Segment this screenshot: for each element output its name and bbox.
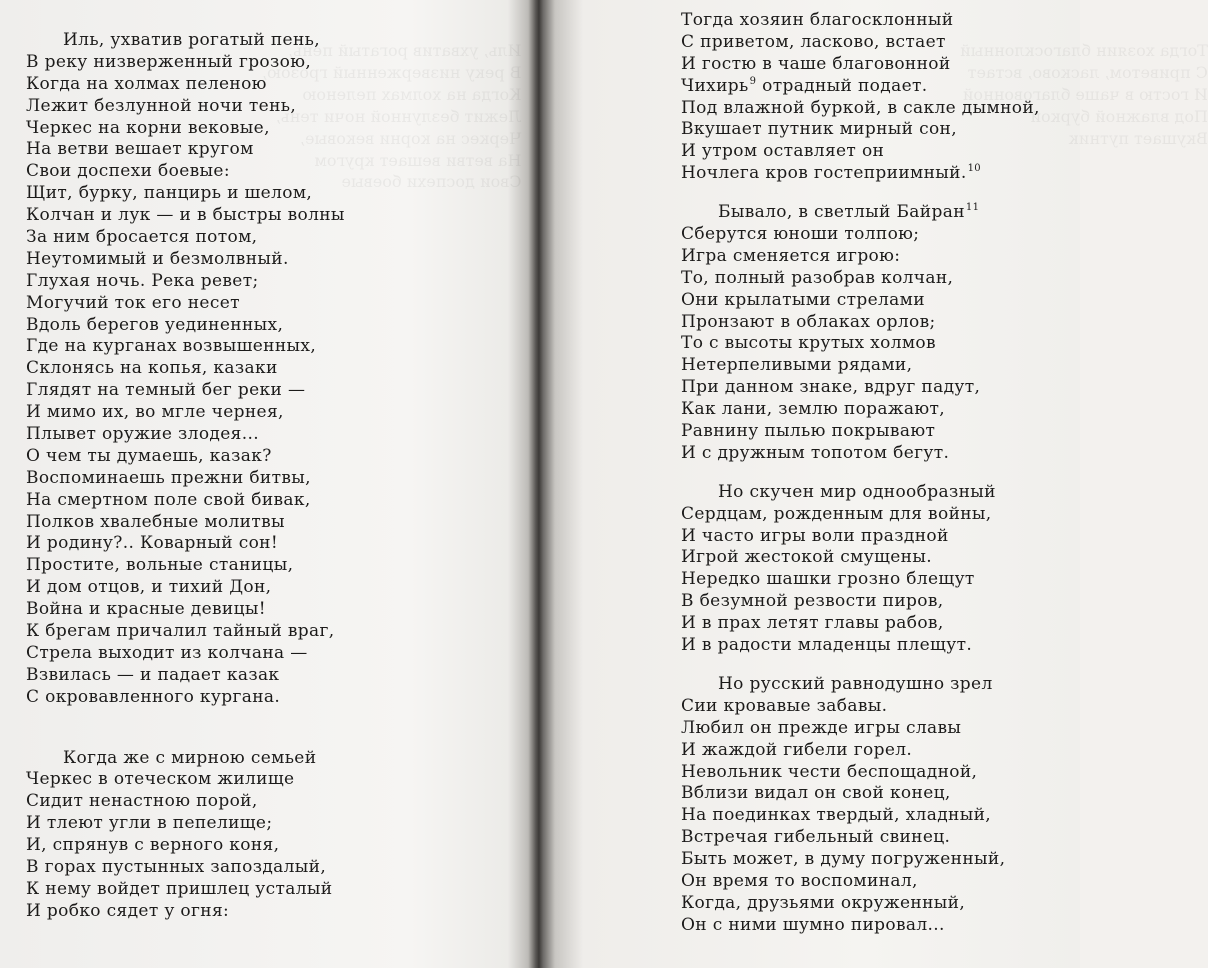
verse-line: И утром оставляет он [681,141,885,162]
verse-line: Склонясь на копья, казаки [26,358,278,379]
right-stanza-2 [681,202,1040,465]
verse-line: Под влажной буркой, в сакле дымной, [681,97,1040,118]
verse-line: И часто игры воли праздной [681,525,949,546]
verse-line: Любил он прежде игры славы [681,717,962,738]
verse-line: За ним бросается потом, [26,227,258,248]
verse-line: Война и красные девицы! [26,599,266,620]
verse-line: Игрой жестокой смущены. [681,547,932,568]
verse-line: Иль, ухватив рогатый пень, [63,30,321,50]
verse-line: Где на курганах возвышенных, [26,336,317,357]
verse-line: Но русский равнодушно зрел [718,673,993,694]
left-page [26,30,345,923]
verse-line: На смертном поле свой бивак, [26,489,311,510]
verse-line: Сидит ненастною порой, [26,791,258,812]
verse-line: И тлеют угли в пепелище; [26,813,273,834]
verse-line: Стрела выходит из колчана — [26,642,308,663]
verse-line-with-note [681,76,1040,98]
verse-line: Когда, друзьями окруженный, [681,892,966,913]
verse-line: Как лани, землю поражают, [681,399,945,420]
verse-text: Бывало, в светлый Байран [718,202,965,223]
verse-line-with-note [681,202,1040,224]
verse-line: Игра сменяется игрою: [681,245,901,266]
verse-line: И родину?.. Коварный сон! [26,533,279,554]
verse-line: Плывет оружие злодея... [26,424,259,445]
stanza-break [681,657,1040,674]
verse-line: Нередко шашки грозно блещут [681,569,975,590]
verse-line: Черкес на корни вековые, [26,117,270,138]
left-stanza-1 [26,30,345,709]
verse-line: Вдоль берегов уединенных, [26,314,284,335]
verse-line: Глядят на темный бег реки — [26,380,306,401]
verse-line: Он с ними шумно пировал... [681,914,945,935]
verse-line: С окровавленного кургана. [26,686,281,707]
show-through-left: Иль, ухватив рогатый пень, В реку низверженный грозою, Когда на холмах пеленою Лежит безлунной ночи тень, Черкес на корни вековые, На ветви вешает кругом Свои доспехи боевые [262,41,522,192]
verse-line: Когда же с мирною семьей [63,747,317,768]
verse-line: В безумной резвости пиров, [681,591,944,612]
right-page [681,10,1040,937]
show-through-right: Тогда хозяин благосклонный С приветом, ласково, встает И гостю в чаше благовонной Под влажной буркой Вкушает путник [960,41,1208,148]
verse-line: Вкушает путник мирный сон, [681,119,957,140]
verse-line-with-note [681,163,1040,185]
verse-line: Простите, вольные станицы, [26,555,294,576]
verse-line: К брегам причалил тайный враг, [26,621,335,642]
verse-line: Колчан и лук — и в быстры волны [26,205,345,226]
verse-line: То с высоты крутых холмов [681,333,936,354]
verse-line: И мимо их, во мгле чернея, [26,402,284,423]
right-stanza-1 [681,10,1040,185]
verse-line: Нетерпеливыми рядами, [681,355,913,376]
verse-line: И с дружным топотом бегут. [681,442,950,463]
verse-text: Ночлега кров гостеприимный. [681,163,967,184]
footnote-marker[interactable]: 10 [967,163,982,175]
stanza-break [681,465,1040,482]
verse-line: Но скучен мир однообразный [718,481,996,502]
verse-line: Сии кровавые забавы. [681,695,888,716]
verse-line: То, полный разобрав колчан, [681,267,954,288]
verse-text: отрадный подает. [762,75,928,96]
right-stanza-3 [681,482,1040,657]
verse-line: Сердцам, рожденным для войны, [681,503,992,524]
verse-line: К нему войдет пришлец усталый [26,878,333,899]
verse-line: Они крылатыми стрелами [681,289,925,310]
left-stanza-2 [26,748,345,923]
footnote-marker[interactable]: 11 [965,202,980,214]
verse-line: В реку низверженный грозою, [26,51,312,72]
verse-line: О чем ты думаешь, казак? [26,445,272,466]
verse-line: Сберутся юноши толпою; [681,224,920,245]
verse-line: Взвилась — и падает казак [26,664,280,685]
verse-line: На поединках твердый, хладный, [681,805,992,826]
verse-line: Встречая гибельный свинец. [681,827,951,848]
verse-line: Неутомимый и безмолвный. [26,248,289,269]
right-stanza-4 [681,674,1040,937]
verse-line: Глухая ночь. Река ревет; [26,270,259,291]
verse-line: Щит, бурку, панцирь и шелом, [26,183,313,204]
verse-line: Могучий ток его несет [26,292,240,313]
verse-line: При данном знаке, вдруг падут, [681,377,981,398]
stanza-break [26,731,345,748]
verse-line: И в прах летят главы рабов, [681,613,944,634]
verse-line: На ветви вешает кругом [26,139,254,160]
verse-line: Тогда хозяин благосклонный [681,10,954,30]
verse-line: Вблизи видал он свой конец, [681,783,951,804]
verse-line: И гостю в чаше благовонной [681,53,951,74]
verse-line: Лежит безлунной ночи тень, [26,95,297,116]
verse-line: Черкес в отеческом жилище [26,769,295,790]
stanza-break [26,709,345,731]
verse-line: И жаждой гибели горел. [681,739,913,760]
verse-line: В горах пустынных запоздалый, [26,856,327,877]
verse-line: Быть может, в думу погруженный, [681,849,1006,870]
verse-line: С приветом, ласково, встает [681,31,946,52]
verse-line: И, спрянув с верного коня, [26,835,280,856]
verse-line: И дом отцов, и тихий Дон, [26,577,272,598]
verse-line: Он время то воспоминал, [681,870,918,891]
footnote-marker[interactable]: 9 [749,75,757,87]
verse-text: Чихирь [681,75,749,96]
verse-line: И робко сядет у огня: [26,900,230,921]
verse-line: Свои доспехи боевые: [26,161,230,182]
verse-line: Когда на холмах пеленою [26,73,267,94]
verse-line: Воспоминаешь прежни битвы, [26,467,311,488]
verse-line: И в радости младенцы плещут. [681,635,973,656]
verse-line: Невольник чести беспощадной, [681,761,978,782]
verse-line: Пронзают в облаках орлов; [681,311,936,332]
stanza-break [681,185,1040,202]
verse-line: Равнину пылью покрывают [681,421,936,442]
verse-line: Полков хвалебные молитвы [26,511,285,532]
